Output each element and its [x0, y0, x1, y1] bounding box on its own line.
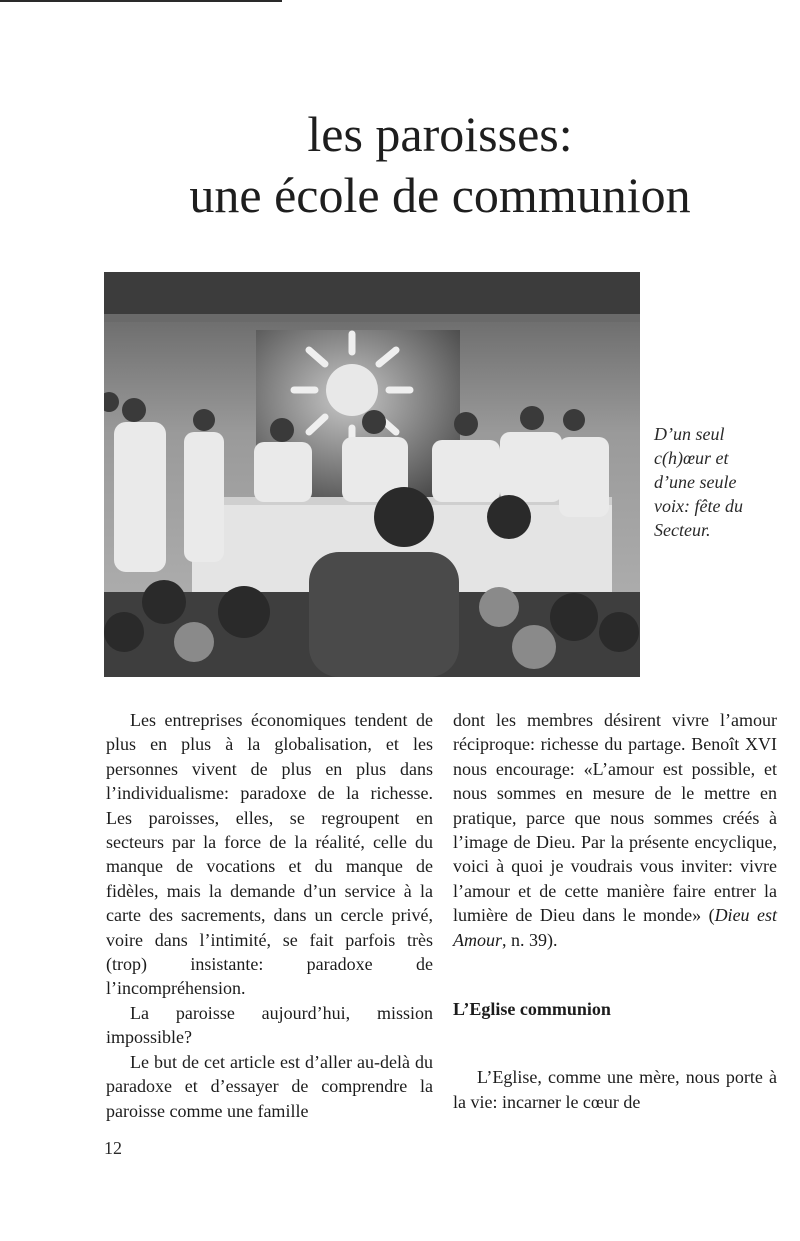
text-column-right: [453, 708, 777, 1114]
paragraph-text: dont les membres désirent vivre l’amour réciproque: richesse du partage. Benoît XVI nous encourage: «L’amour est possible, et nous sommes en mesure de le mettre en pratique, parce que nous sommes créés à l’image de Dieu. Par la présente encyclique, voici à quoi je voudrais vous inviter: vivre l’amour et de cette manière faire entrer la lumière de Dieu dans le monde» (: [453, 710, 777, 926]
paragraph: La paroisse aujourd’hui, mission impossible?: [106, 1002, 433, 1048]
paragraph: Le but de cet article est d’aller au-delà du paradoxe et d’essayer de comprendre la paroisse comme une famille: [106, 1051, 433, 1121]
paragraph: Les entreprises économiques tendent de plus en plus à la globalisation, et les personnes vivent de plus en plus dans l’individualisme: paradoxe de la richesse. Les paroisses, elles, se regroupent en secteurs par la force de la réalité, celle du manque de vocations et du manque de fidèles, mais la demande d’un service à la carte des sacrements, dans un cercle privé, voire dans l’intimité, se fait parfois très (trop) insistante: paradoxe de l’incompréhension.: [106, 710, 433, 999]
caption-line: D’un seul: [654, 424, 725, 444]
section-heading: L’Eglise communion: [453, 999, 611, 1020]
photo-illustration: [104, 272, 640, 677]
text-column-left: [106, 708, 433, 1123]
caption-line: voix: fête du: [654, 496, 743, 516]
page-number: 12: [104, 1138, 122, 1158]
page-title-line-2: une école de communion: [189, 167, 691, 223]
photo-caption: [654, 422, 794, 542]
paragraph: L’Eglise, comme une mère, nous porte à la vie: incarner le cœur de: [453, 1067, 777, 1112]
paragraph-text: , n. 39).: [502, 929, 558, 950]
encyclical-title: Dieu est Amour: [453, 905, 777, 950]
photo-celebration: [104, 272, 640, 677]
caption-line: Secteur.: [654, 520, 711, 540]
paragraph: [453, 708, 777, 952]
caption-line: c(h)œur et: [654, 448, 729, 468]
top-rule: [0, 0, 282, 2]
caption-line: d’une seule: [654, 472, 737, 492]
page-title-line-1: les paroisses:: [307, 106, 573, 162]
